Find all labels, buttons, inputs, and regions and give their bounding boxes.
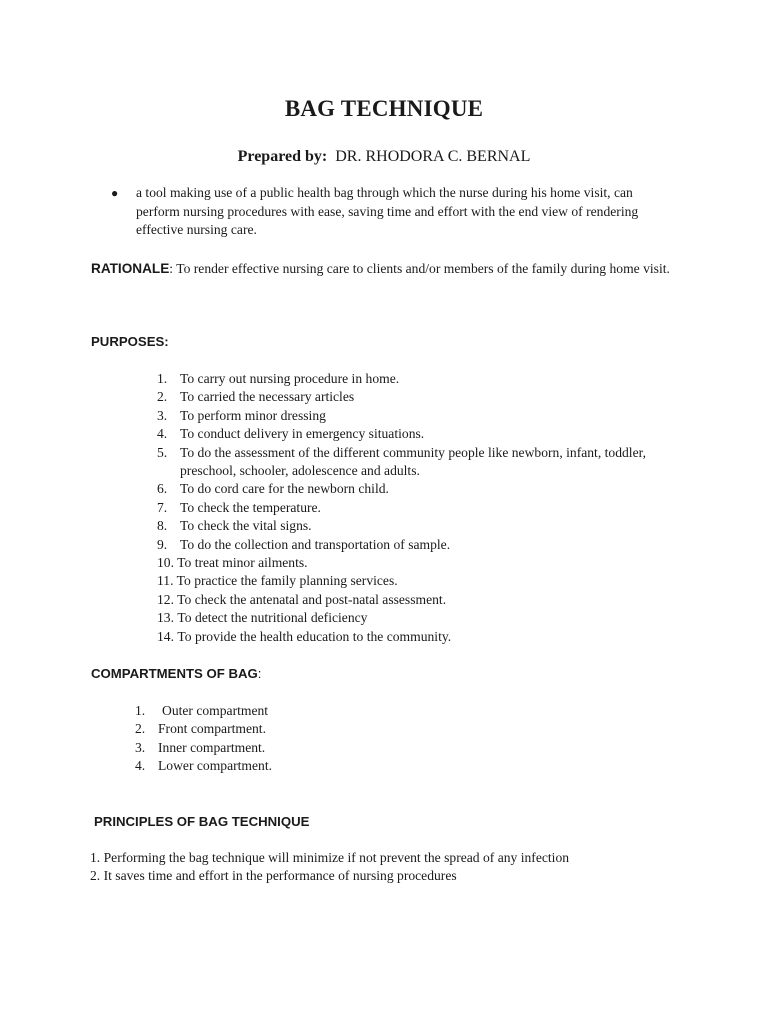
item-number: 6.	[157, 481, 168, 497]
purposes-list	[157, 370, 677, 646]
item-number: 8.	[157, 518, 168, 534]
document-title: BAG TECHNIQUE	[284, 96, 484, 121]
list-item	[157, 480, 677, 498]
item-number: 9.	[157, 536, 168, 552]
item-text: Inner compartment.	[158, 739, 266, 755]
item-text: To detect the nutritional deficiency	[177, 610, 368, 626]
list-item	[157, 388, 677, 406]
item-text: To conduct delivery in emergency situations.	[180, 426, 425, 442]
prepared-by-line	[0, 146, 768, 168]
item-number: 5.	[157, 444, 168, 460]
rationale-label: RATIONALE	[91, 261, 170, 276]
author-name: DR. RHODORA C. BERNAL	[335, 148, 531, 165]
item-text: To perform minor dressing	[180, 407, 326, 423]
list-item	[157, 407, 677, 425]
prepared-by-label: Prepared by:	[237, 148, 328, 165]
list-item	[135, 720, 535, 738]
item-text: To check the temperature.	[180, 499, 321, 515]
list-item	[157, 591, 677, 609]
item-number: 3.	[157, 407, 168, 423]
list-item	[135, 757, 535, 775]
list-item	[135, 702, 535, 720]
item-text: To check the antenatal and post-natal assessment.	[174, 591, 447, 607]
item-number: 11.	[157, 573, 174, 589]
item-number: 1.	[135, 703, 146, 718]
list-item	[157, 425, 677, 443]
item-text: Lower compartment.	[158, 758, 272, 774]
list-item	[157, 536, 677, 554]
item-text: To do the collection and transportation of sample.	[180, 536, 451, 552]
compartments-heading-colon: :	[257, 666, 262, 681]
list-item	[157, 444, 677, 481]
item-number: 12.	[157, 591, 174, 607]
item-text: To treat minor ailments.	[174, 555, 308, 571]
compartments-heading-text: COMPARTMENTS OF BAG	[91, 666, 258, 681]
compartments-heading	[91, 665, 261, 683]
rationale-paragraph	[91, 260, 681, 279]
item-number: 2.	[135, 721, 146, 737]
item-number: 13.	[157, 610, 174, 626]
principle-item: 1. Performing the bag technique will minimize if not prevent the spread of any infection	[90, 850, 570, 865]
item-number: 14.	[157, 628, 174, 644]
list-item	[157, 609, 677, 627]
list-item	[157, 572, 677, 590]
principles-list	[90, 849, 710, 886]
rationale-text: : To render effective nursing care to clients and/or members of the family during home visit.	[169, 261, 670, 276]
principles-heading: PRINCIPLES OF BAG TECHNIQUE	[94, 814, 310, 829]
compartments-list	[135, 702, 535, 776]
list-item	[157, 517, 677, 535]
list-item	[157, 628, 677, 646]
principle-item: 2. It saves time and effort in the performance of nursing procedures	[90, 868, 457, 884]
list-item	[157, 554, 677, 572]
bullet-icon: ●	[111, 186, 119, 200]
item-text: Front compartment.	[158, 721, 266, 737]
item-text: To check the vital signs.	[180, 518, 312, 534]
item-text: To carry out nursing procedure in home.	[180, 371, 400, 386]
item-text: To provide the health education to the community.	[177, 628, 452, 644]
item-text: To practice the family planning services.	[173, 573, 398, 589]
definition-text: a tool making use of a public health bag through which the nurse during his home visit, can perform nursing procedures with ease, saving time and effort with the end view of rendering effective nursing care.	[136, 185, 639, 237]
list-item	[157, 499, 677, 517]
definition-bullet	[111, 184, 671, 240]
item-number: 7.	[157, 499, 168, 515]
purposes-heading: PURPOSES:	[91, 334, 169, 349]
list-item	[135, 739, 535, 757]
item-number: 4.	[157, 426, 168, 442]
item-text: Outer compartment	[162, 703, 269, 718]
item-number: 10.	[157, 555, 174, 571]
item-text: To carried the necessary articles	[180, 389, 355, 405]
item-number: 3.	[135, 739, 146, 755]
list-item	[157, 370, 677, 388]
item-number: 2.	[157, 389, 168, 405]
item-text: To do cord care for the newborn child.	[180, 481, 389, 497]
item-number: 1.	[157, 371, 168, 386]
item-text: To do the assessment of the different community people like newborn, infant, toddler, preschool, schooler, adolescence and adults.	[180, 444, 646, 479]
item-number: 4.	[135, 758, 146, 774]
